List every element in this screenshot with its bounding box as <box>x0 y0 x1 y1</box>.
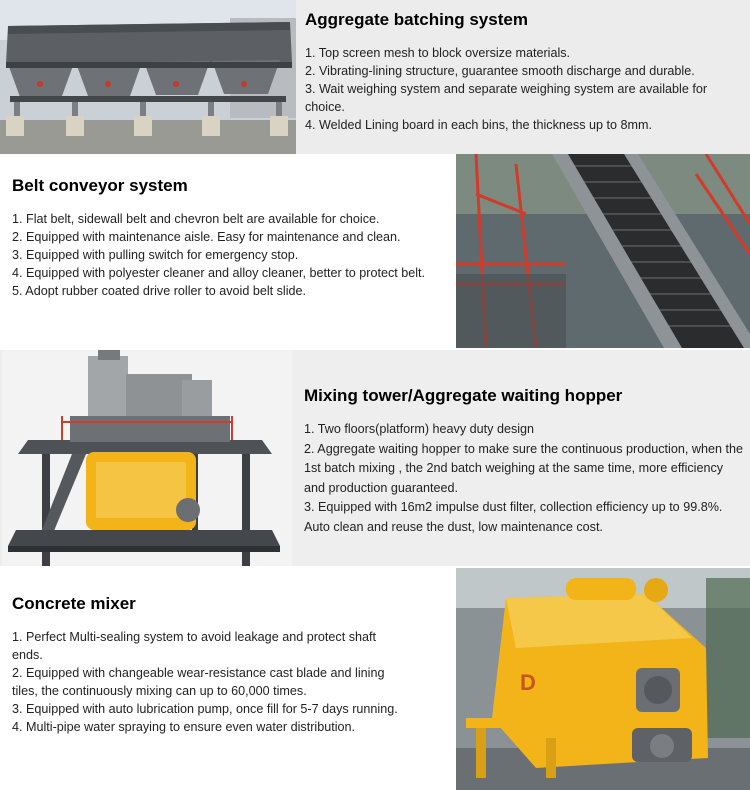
list-item: 3. Equipped with pulling switch for emergency stop. <box>12 248 299 262</box>
section-concrete-mixer <box>0 566 750 790</box>
list-item: 2. Equipped with maintenance aisle. Easy for maintenance and clean. <box>12 230 401 244</box>
section-aggregate-batching <box>0 0 750 154</box>
list-item: 3. Equipped with auto lubrication pump, once fill for 5-7 days running. <box>12 702 398 716</box>
list-item: 2. Vibrating-lining structure, guarantee smooth discharge and durable. <box>305 64 695 78</box>
section-title: Belt conveyor system <box>12 176 188 195</box>
section-mixing-tower <box>0 350 750 566</box>
list-item: 3. Wait weighing system and separate weighing system are available for choice. <box>305 82 708 114</box>
belt-conveyor-text <box>12 176 452 300</box>
section-title: Mixing tower/Aggregate waiting hopper <box>304 386 623 405</box>
list-item: 4. Welded Lining board in each bins, the thickness up to 8mm. <box>305 118 652 132</box>
list-item: 1. Two floors(platform) heavy duty design <box>304 422 535 436</box>
concrete-mixer-text <box>12 594 404 736</box>
list-item: 1. Flat belt, sidewall belt and chevron belt are available for choice. <box>12 212 380 226</box>
list-item: 2. Aggregate waiting hopper to make sure the continuous production, when the 1st batch mixing , the 2nd batch weighing at the same time, more efficiency and production guaranteed. <box>304 441 743 495</box>
section-title: Aggregate batching system <box>305 10 528 29</box>
concrete-mixer-photo <box>456 568 750 790</box>
mixing-tower-text <box>304 386 744 538</box>
svg-text:D: D <box>520 670 536 695</box>
section-belt-conveyor <box>0 154 750 350</box>
section-title: Concrete mixer <box>12 594 136 613</box>
list-item: 4. Equipped with polyester cleaner and alloy cleaner, better to protect belt. <box>12 266 426 280</box>
aggregate-batching-photo <box>0 0 296 154</box>
list-item: 1. Perfect Multi-sealing system to avoid leakage and protect shaft ends. <box>12 630 377 662</box>
list-item: 1. Top screen mesh to block oversize materials. <box>305 46 571 60</box>
aggregate-batching-text <box>305 10 745 134</box>
list-item: 2. Equipped with changeable wear-resistance cast blade and lining tiles, the continuously mixing can up to 60,000 times. <box>12 666 385 698</box>
list-item: 5. Adopt rubber coated drive roller to avoid belt slide. <box>12 284 307 298</box>
list-item: 3. Equipped with 16m2 impulse dust filter, collection efficiency up to 99.8%. Auto clean and reuse the dust, low maintenance cost. <box>304 500 723 534</box>
belt-conveyor-photo <box>456 154 750 348</box>
list-item: 4. Multi-pipe water spraying to ensure even water distribution. <box>12 720 356 734</box>
mixing-tower-photo <box>2 350 292 566</box>
